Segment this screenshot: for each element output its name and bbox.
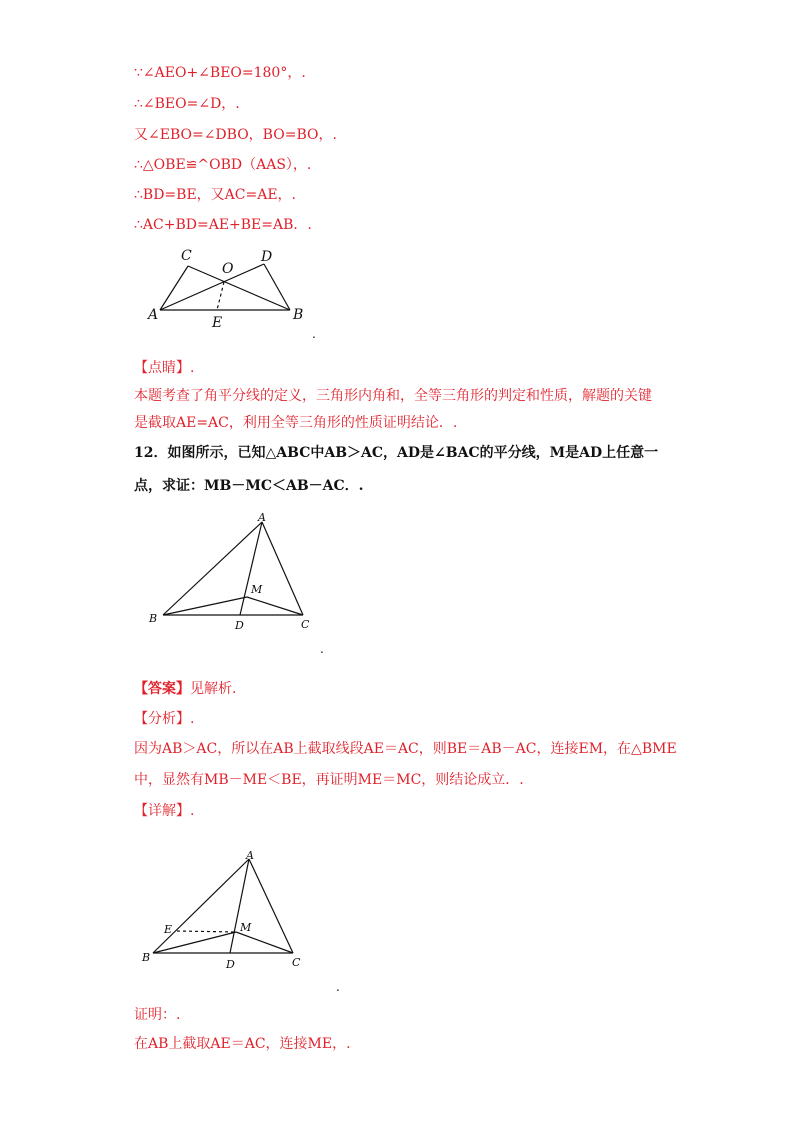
proof-line-6: ∴AC+BD=AE+BE=AB．. [134, 217, 312, 233]
dianjing-tag: 【点睛】. [134, 360, 195, 376]
answer-line [134, 679, 236, 699]
label-e: E [212, 315, 223, 331]
label-d: D [235, 619, 244, 632]
problem-12-line-2: 点，求证：MB－MC＜AB－AC．. [134, 478, 364, 494]
figure-triangle-abc-me [135, 845, 355, 995]
label-d: D [261, 249, 273, 265]
label-b: B [149, 612, 158, 625]
proof-step-1: 在AB上截取AE＝AC，连接ME，. [134, 1036, 351, 1052]
label-c: C [292, 956, 301, 969]
proof-line-3: 又∠EBO=∠DBO，BO=BO，. [134, 127, 337, 143]
detail-tag: 【详解】. [134, 803, 195, 819]
label-a: A [148, 307, 159, 323]
label-o: O [222, 261, 234, 277]
figure-dot: . [336, 980, 340, 994]
proof-line-5: ∴BD=BE，又AC=AE，. [134, 187, 296, 203]
label-b: B [293, 307, 304, 323]
figure-triangle-abc-m [145, 510, 345, 660]
analysis-tag: 【分析】. [134, 711, 195, 727]
proof-intro: 证明：. [134, 1007, 181, 1023]
label-m: M [240, 921, 252, 934]
label-c: C [181, 248, 192, 264]
label-d: D [226, 958, 235, 971]
analysis-text-1: 因为AB＞AC，所以在AB上截取线段AE＝AC，则BE＝AB－AC，连接EM，在△BME [134, 741, 677, 757]
answer-tag: 【答案】 [134, 681, 190, 697]
dianjing-text-1: 本题考查了角平分线的定义，三角形内角和，全等三角形的判定和性质，解题的关键 [134, 388, 652, 404]
answer-text: 见解析. [190, 681, 237, 697]
analysis-text-2: 中，显然有MB－ME＜BE，再证明ME＝MC，则结论成立．. [134, 772, 524, 788]
figure-dot: . [312, 327, 316, 340]
proof-line-2: ∴∠BEO=∠D，. [134, 96, 240, 112]
figure-triangle-abcdo [140, 240, 340, 340]
label-a: A [258, 511, 266, 524]
figure-dot: . [320, 642, 324, 656]
proof-line-4: ∴△OBE≌^OBD（AAS），. [134, 157, 312, 173]
label-c: C [301, 618, 310, 631]
label-a: A [246, 849, 254, 862]
proof-line-1: ∵∠AEO+∠BEO=180°，. [134, 65, 306, 81]
label-b: B [142, 951, 151, 964]
dianjing-text-2: 是截取AE=AC，利用全等三角形的性质证明结论．. [134, 415, 458, 431]
label-e: E [164, 923, 173, 936]
problem-12-line-1: 12．如图所示，已知△ABC中AB＞AC，AD是∠BAC的平分线，M是AD上任意一 [134, 445, 659, 461]
label-m: M [251, 583, 263, 596]
